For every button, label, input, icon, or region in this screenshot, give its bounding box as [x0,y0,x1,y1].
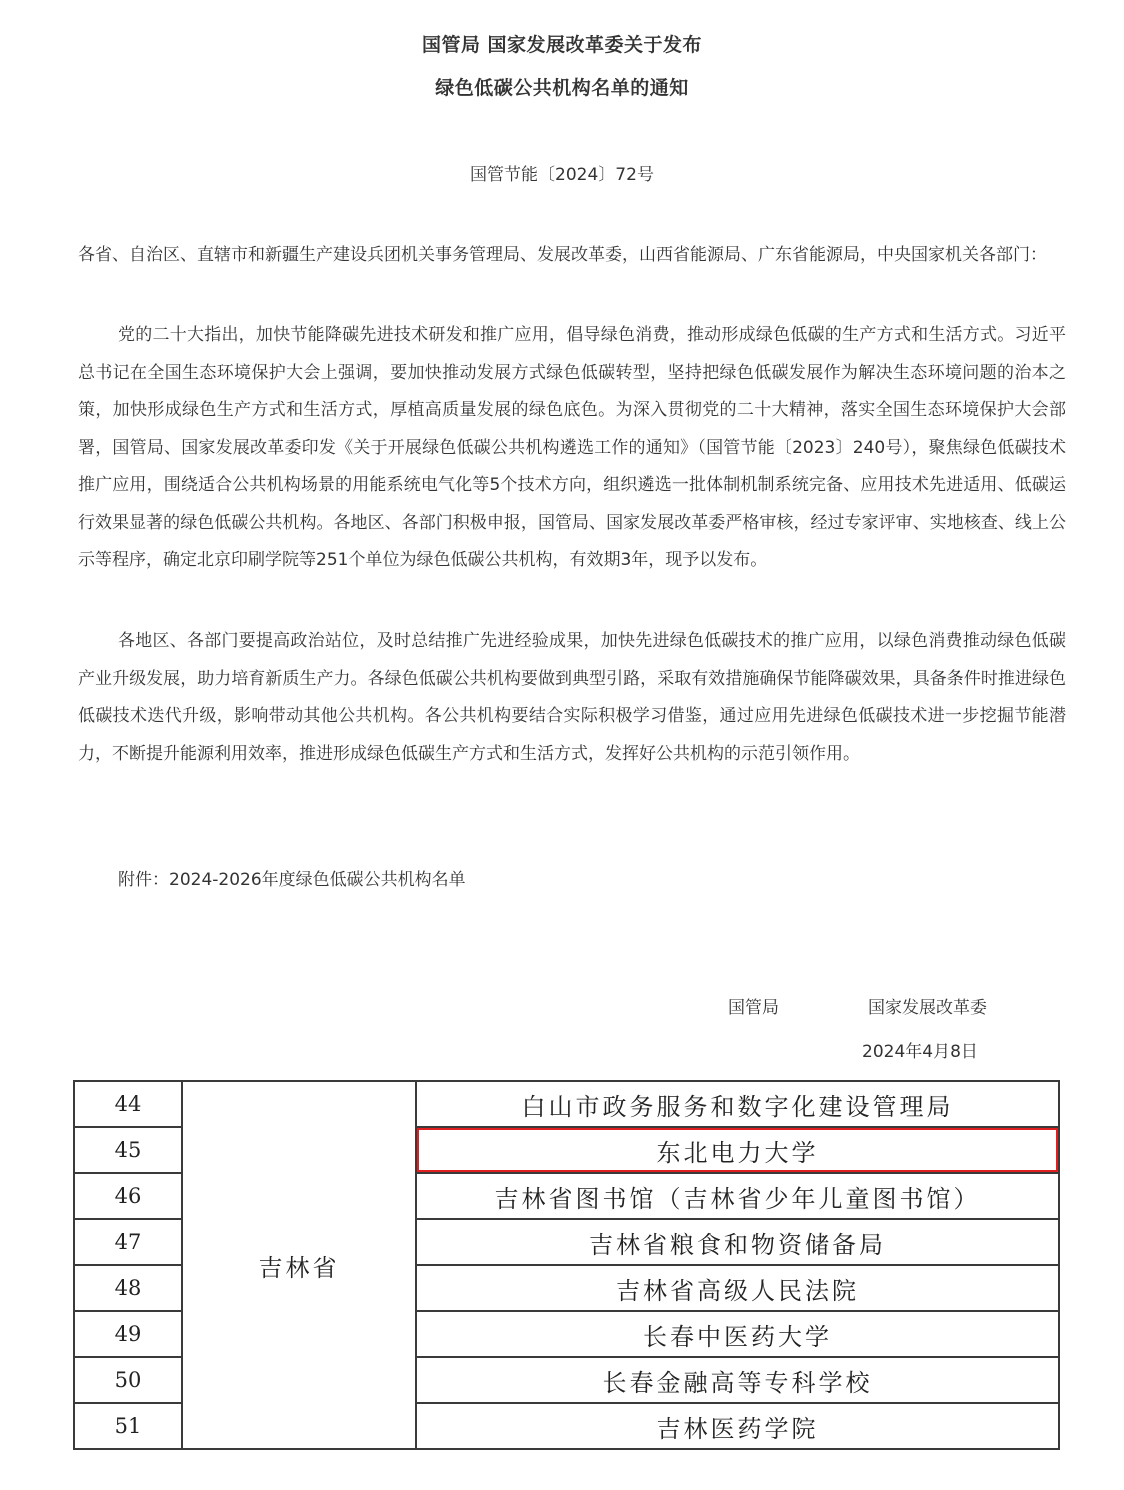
institution-name: 吉林省粮食和物资储备局 [416,1219,1059,1265]
institution-name: 长春中医药大学 [416,1311,1059,1357]
table-row [74,1081,1059,1127]
row-number: 50 [74,1357,182,1403]
institution-name: 长春金融高等专科学校 [416,1357,1059,1403]
highlighted-institution-name: 东北电力大学 [416,1127,1059,1173]
addressee-paragraph: 各省、自治区、直辖市和新疆生产建设兵团机关事务管理局、发展改革委，山西省能源局、广东省能源局，中央国家机关各部门： [78,245,1047,265]
body-paragraph-1: 党的二十大指出，加快节能降碳先进技术研发和推广应用，倡导绿色消费，推动形成绿色低碳的生产方式和生活方式。习近平总书记在全国生态环境保护大会上强调，要加快推动发展方式绿色低碳转型，坚持把绿色低碳发展作为解决生态环境问题的治本之策，加快形成绿色生产方式和生活方式，厚植高质量发展的绿色底色。为深入贯彻党的二十大精神，落实全国生态环境保护大会部署，国管局、国家发展改革委印发《关于开展绿色低碳公共机构遴选工作的通知》（国管节能〔2023〕240号），聚焦绿色低碳技术推广应用，围绕适合公共机构场景的用能系统电气化等5个技术方向，组织遴选一批体制机制系统完备、应用技术先进适用、低碳运行效果显著的绿色低碳公共机构。各地区、各部门积极申报，国管局、国家发展改革委严格审核，经过专家评审、实地核查、线上公示等程序，确定北京印刷学院等251个单位为绿色低碳公共机构，有效期3年，现予以发布。 [78,325,1066,570]
row-number: 46 [74,1173,182,1219]
row-number: 49 [74,1311,182,1357]
institution-name: 吉林省高级人民法院 [416,1265,1059,1311]
province-cell: 吉林省 [182,1081,416,1449]
institution-name: 吉林医药学院 [416,1403,1059,1449]
attachment-note: 附件：2024-2026年度绿色低碳公共机构名单 [118,870,466,890]
issue-date: 2024年4月8日 [862,1042,978,1062]
document-number: 国管节能〔2024〕72号 [470,165,654,185]
institution-name: 白山市政务服务和数字化建设管理局 [416,1081,1059,1127]
body-paragraph-2: 各地区、各部门要提高政治站位，及时总结推广先进经验成果，加快先进绿色低碳技术的推广应用，以绿色消费推动绿色低碳产业升级发展，助力培育新质生产力。各绿色低碳公共机构要做到典型引路，采取有效措施确保节能降碳效果，具备条件时推进绿色低碳技术迭代升级，影响带动其他公共机构。各公共机构要结合实际积极学习借鉴，通过应用先进绿色低碳技术进一步挖掘节能潜力，不断提升能源利用效率，推进形成绿色低碳生产方式和生活方式，发挥好公共机构的示范引领作用。 [78,631,1066,764]
notice-title-line-2: 绿色低碳公共机构名单的通知 [435,77,689,99]
row-number: 44 [74,1081,182,1127]
row-number: 48 [74,1265,182,1311]
issuer-name-2: 国家发展改革委 [868,998,987,1018]
issuer-name-1: 国管局 [728,998,779,1018]
row-number: 45 [74,1127,182,1173]
notice-title-line-1: 国管局 国家发展改革委关于发布 [421,34,703,56]
row-number: 51 [74,1403,182,1449]
row-number: 47 [74,1219,182,1265]
institution-name: 吉林省图书馆（吉林省少年儿童图书馆） [416,1173,1059,1219]
institution-list-table [73,1080,1060,1450]
